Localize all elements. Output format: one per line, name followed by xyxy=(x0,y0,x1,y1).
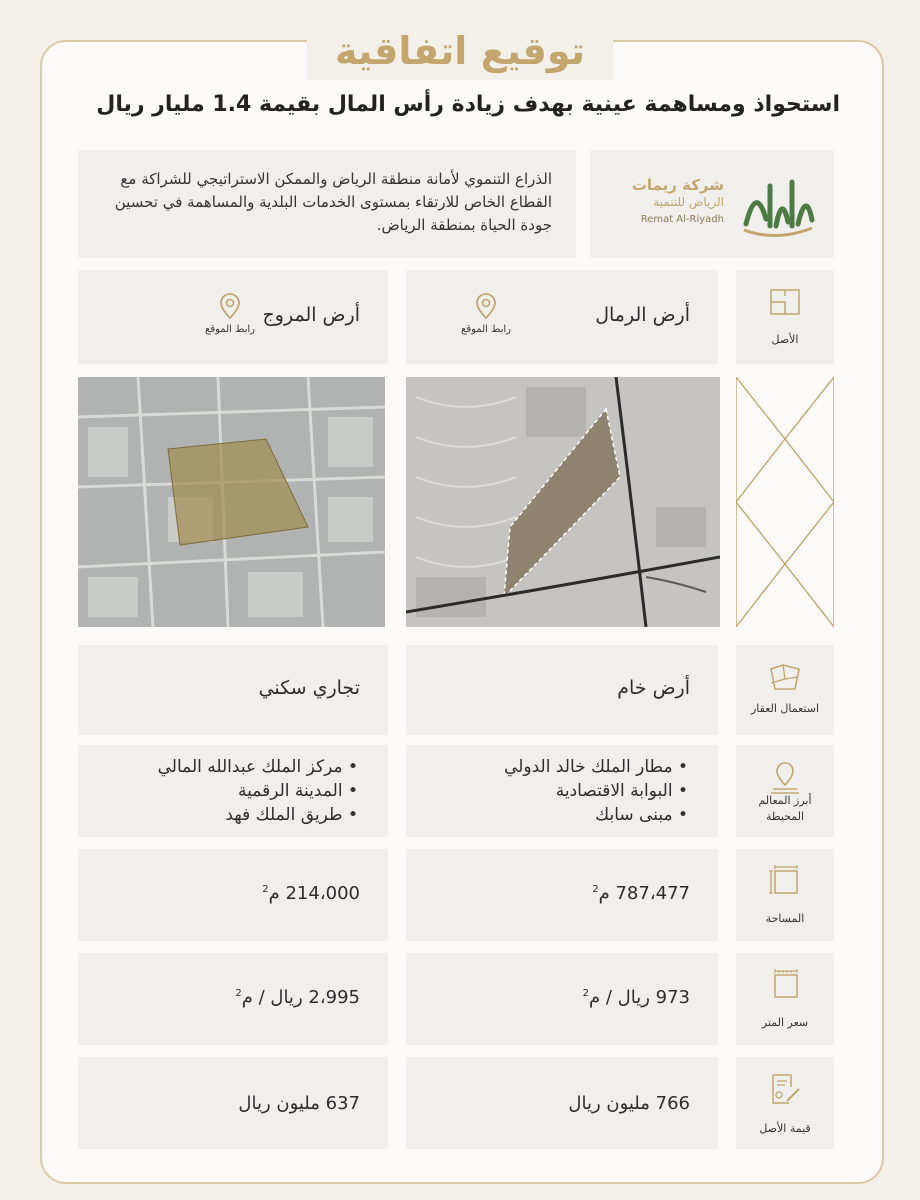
decorative-pattern xyxy=(736,377,834,627)
list-item: • البوابة الاقتصادية xyxy=(504,779,688,803)
usage-right: أرض خام xyxy=(617,677,690,699)
list-item: • مطار الملك خالد الدولي xyxy=(504,755,688,779)
price-left-cell xyxy=(78,953,388,1045)
usage-left-cell xyxy=(78,645,388,735)
value-left: 637 مليون ريال xyxy=(238,1093,360,1114)
area-left-cell xyxy=(78,849,388,941)
usage-left: تجاري سكني xyxy=(258,677,360,699)
superscript-two: 2 xyxy=(262,884,269,895)
row-label-usage xyxy=(736,645,834,735)
value-right-cell xyxy=(406,1057,718,1149)
list-item: • مركز الملك عبدالله المالي xyxy=(158,755,358,779)
subtitle: استحواذ ومساهمة عينية بهدف زيادة رأس المال بقيمة 1.4 مليار ريال xyxy=(96,92,840,117)
logo-line1: شركة ريمات xyxy=(631,176,724,194)
location-pin-icon[interactable] xyxy=(475,292,497,320)
asset-left-name: أرض المروج xyxy=(262,304,360,326)
intro-box xyxy=(78,150,576,258)
price-right xyxy=(583,987,690,1008)
area-right xyxy=(592,883,690,904)
intro-text: الذراع التنموي لأمانة منطقة الرياض والممكن الاستراتيجي للشراكة مع القطاع الخاص للارتقاء بمستوى الخدمات البلدية والمساهمة في تحسين جودة الحياة بمنطقة الرياض. xyxy=(114,170,552,234)
row-label-landmarks xyxy=(736,745,834,837)
location-link-right[interactable]: رابط الموقع xyxy=(461,324,511,335)
row-label-value-text: قيمة الأصل xyxy=(759,1122,811,1135)
price-right-unit: ريال / م xyxy=(588,987,650,1008)
area-left-number: 214،000 xyxy=(285,883,360,904)
blueprint-icon xyxy=(767,284,803,320)
row-label-landmarks-text2: المحيطة xyxy=(765,810,805,823)
row-label-usage-text: استعمال العقار xyxy=(750,702,820,715)
value-right: 766 مليون ريال xyxy=(568,1093,690,1114)
row-label-landmarks-text1: أبرز المعالم xyxy=(758,794,812,807)
row-label-asset-text: الأصل xyxy=(771,333,799,346)
satellite-map-rimal xyxy=(406,377,720,627)
superscript-two: 2 xyxy=(582,988,589,999)
value-left-cell xyxy=(78,1057,388,1149)
area-right-unit: م xyxy=(598,883,610,904)
map-muruj xyxy=(78,377,385,627)
area-right-number: 787،477 xyxy=(615,883,690,904)
price-right-cell xyxy=(406,953,718,1045)
landmarks-right-list xyxy=(504,755,688,827)
row-label-price-text: سعر المتر xyxy=(761,1016,809,1029)
map-pin-icon xyxy=(767,759,803,795)
calligraphy-logo-icon xyxy=(736,164,818,246)
price-left-number: 2،995 xyxy=(308,987,360,1008)
area-measure-icon xyxy=(767,863,803,899)
company-logo xyxy=(590,150,834,258)
list-item: • مبنى سابك xyxy=(504,803,688,827)
row-label-asset xyxy=(736,270,834,364)
usage-right-cell xyxy=(406,645,718,735)
landmarks-right-cell xyxy=(406,745,718,837)
page-title-text: توقيع اتفاقية xyxy=(307,22,613,80)
superscript-two: 2 xyxy=(235,988,242,999)
row-label-price xyxy=(736,953,834,1045)
list-item: • طريق الملك فهد xyxy=(158,803,358,827)
row-label-area xyxy=(736,849,834,941)
area-right-cell xyxy=(406,849,718,941)
map-rimal xyxy=(406,377,720,627)
satellite-map-muruj xyxy=(78,377,385,627)
logo-english: Remat Al-Riyadh xyxy=(640,214,724,225)
page-title xyxy=(0,22,920,80)
superscript-two: 2 xyxy=(592,884,599,895)
row-label-value xyxy=(736,1057,834,1149)
list-item: • المدينة الرقمية xyxy=(158,779,358,803)
logo-line2: الرياض للتنمية xyxy=(653,195,724,209)
ruler-square-icon xyxy=(767,967,803,1003)
location-pin-icon[interactable] xyxy=(219,292,241,320)
asset-right-name: أرض الرمال xyxy=(595,304,690,326)
price-left xyxy=(235,987,360,1008)
asset-right-cell xyxy=(406,270,718,364)
price-left-unit: ريال / م xyxy=(241,987,303,1008)
row-label-area-text: المساحة xyxy=(765,912,805,925)
area-left xyxy=(262,883,360,904)
land-plot-icon xyxy=(767,659,803,695)
contract-pen-icon xyxy=(767,1071,803,1107)
asset-left-cell xyxy=(78,270,388,364)
location-link-left[interactable]: رابط الموقع xyxy=(205,324,255,335)
landmarks-left-cell xyxy=(78,745,388,837)
price-right-number: 973 xyxy=(655,987,690,1008)
area-left-unit: م xyxy=(268,883,280,904)
logo-text xyxy=(604,176,724,225)
landmarks-left-list xyxy=(158,755,358,827)
